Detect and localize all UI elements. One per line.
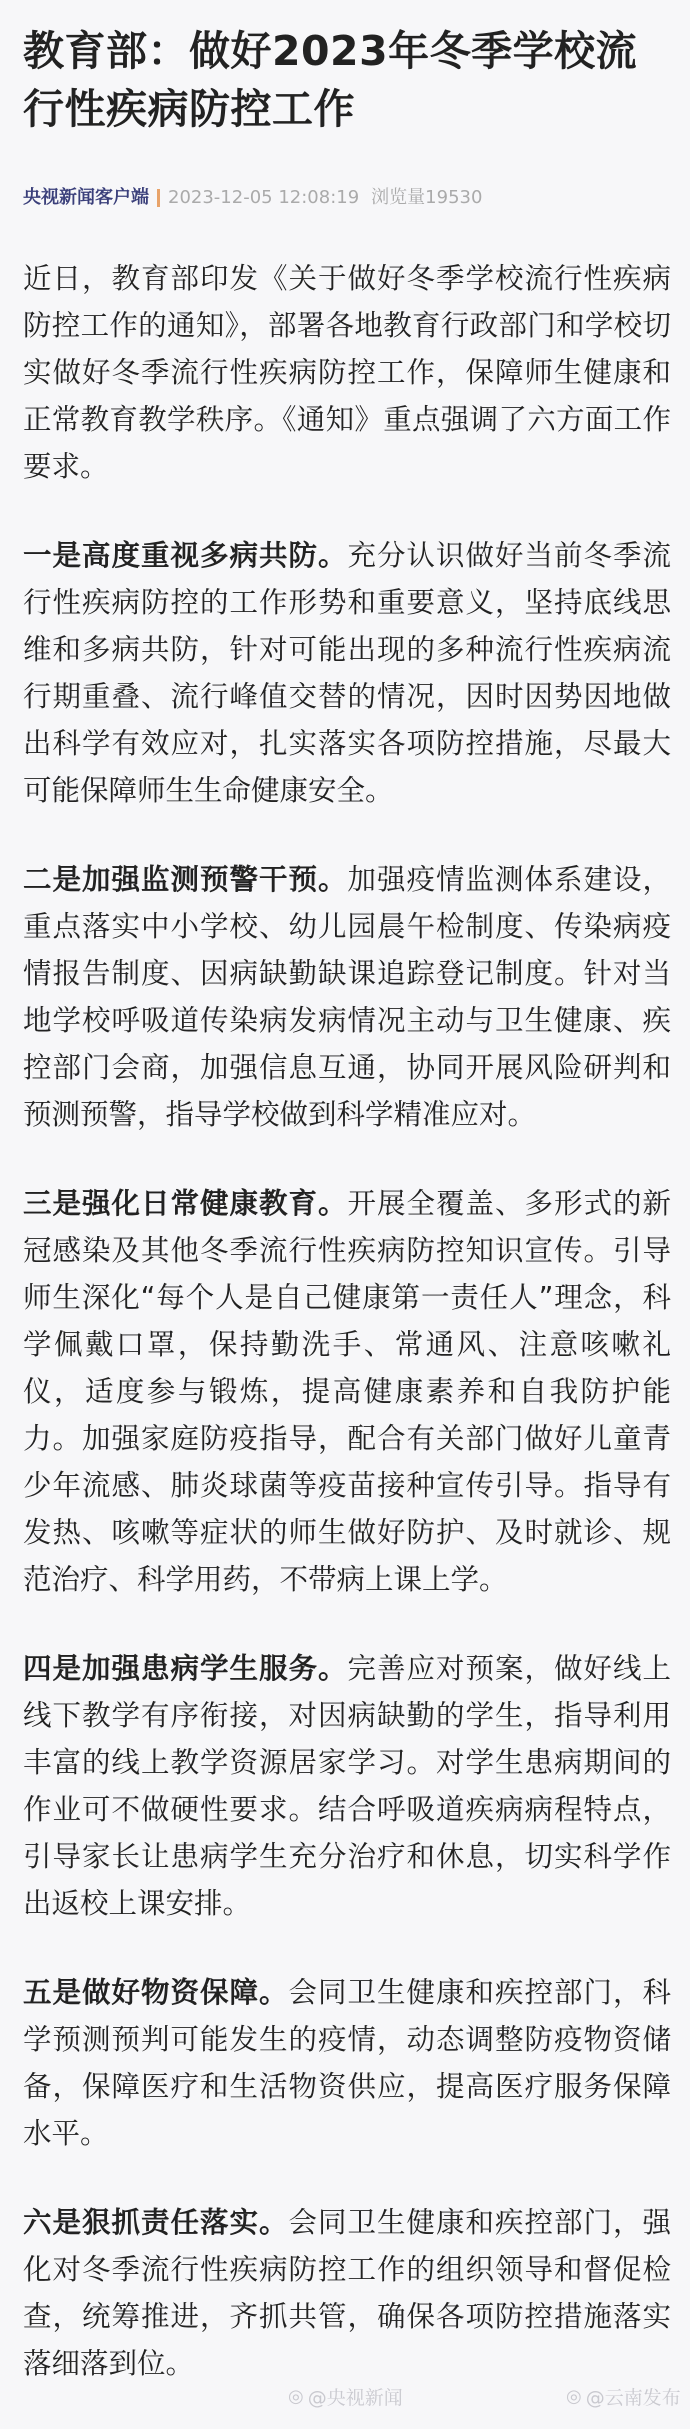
weibo-icon: ◎ (288, 2386, 304, 2407)
weibo-icon: ◎ (566, 2386, 582, 2407)
paragraph-1 (23, 532, 671, 814)
paragraph-intro (23, 255, 671, 490)
paragraph-lead: 三是强化日常健康教育。 (23, 1187, 348, 1220)
paragraph-6 (23, 2199, 671, 2387)
paragraph-4 (23, 1645, 671, 1927)
paragraph-text: 会同卫生健康和疾控部门，强化对冬季流行性疾病防控工作的组织领导和督促检查，统筹推进，齐抓共管，确保各项防控措施落实落细落到位。 (23, 2206, 671, 2380)
source-name[interactable]: 央视新闻客户端 (23, 187, 149, 208)
article-meta (23, 184, 671, 212)
paragraph-3 (23, 1180, 671, 1603)
paragraph-5 (23, 1969, 671, 2157)
article-body (23, 255, 671, 2387)
paragraph-text: 近日，教育部印发《关于做好冬季学校流行性疾病防控工作的通知》，部署各地教育行政部门和学校切实做好冬季流行性疾病防控工作，保障师生健康和正常教育教学秩序。《通知》重点强调了六方面工作要求。 (23, 262, 671, 483)
paragraph-lead: 五是做好物资保障。 (23, 1976, 289, 2009)
paragraph-lead: 二是加强监测预警干预。 (23, 863, 348, 896)
paragraph-text: 开展全覆盖、多形式的新冠感染及其他冬季流行性疾病防控知识宣传。引导师生深化“每个人是自己健康第一责任人”理念，科学佩戴口罩，保持勤洗手、常通风、注意咳嗽礼仪，适度参与锻炼，提高健康素养和自我防护能力。加强家庭防疫指导，配合有关部门做好儿童青少年流感、肺炎球菌等疫苗接种宣传引导。指导有发热、咳嗽等症状的师生做好防护、及时就诊、规范治疗、科学用药，不带病上课上学。 (23, 1187, 671, 1596)
paragraph-text: 会同卫生健康和疾控部门，科学预测预判可能发生的疫情，动态调整防疫物资储备，保障医疗和生活物资供应，提高医疗服务保障水平。 (23, 1976, 671, 2150)
paragraph-2 (23, 856, 671, 1138)
paragraph-lead: 六是狠抓责任落实。 (23, 2206, 289, 2239)
paragraph-lead: 一是高度重视多病共防。 (23, 539, 348, 572)
watermark-cctv (288, 2383, 403, 2410)
watermark-yunnan (566, 2383, 681, 2410)
meta-separator (157, 189, 160, 207)
paragraph-text: 完善应对预案，做好线上线下教学有序衔接，对因病缺勤的学生，指导利用丰富的线上教学资源居家学习。对学生患病期间的作业可不做硬性要求。结合呼吸道疾病病程特点，引导家长让患病学生充分治疗和休息，切实科学作出返校上课安排。 (23, 1652, 671, 1920)
paragraph-lead: 四是加强患病学生服务。 (23, 1652, 348, 1685)
publish-datetime: 2023-12-05 12:08:19 (168, 187, 360, 208)
watermark-text: @央视新闻 (307, 2387, 403, 2409)
article (23, 22, 671, 2429)
article-title: 教育部：做好2023年冬季学校流行性疾病防控工作 (23, 27, 638, 133)
view-count: 浏览量19530 (371, 187, 483, 208)
paragraph-text: 充分认识做好当前冬季流行性疾病防控的工作形势和重要意义，坚持底线思维和多病共防，针对可能出现的多种流行性疾病流行期重叠、流行峰值交替的情况，因时因势因地做出科学有效应对，扎实落实各项防控措施，尽最大可能保障师生生命健康安全。 (23, 539, 671, 807)
watermark-text: @云南发布 (585, 2387, 681, 2409)
paragraph-text: 加强疫情监测体系建设，重点落实中小学校、幼儿园晨午检制度、传染病疫情报告制度、因病缺勤缺课追踪登记制度。针对当地学校呼吸道传染病发病情况主动与卫生健康、疾控部门会商，加强信息互通，协同开展风险研判和预测预警，指导学校做到科学精准应对。 (23, 863, 671, 1131)
